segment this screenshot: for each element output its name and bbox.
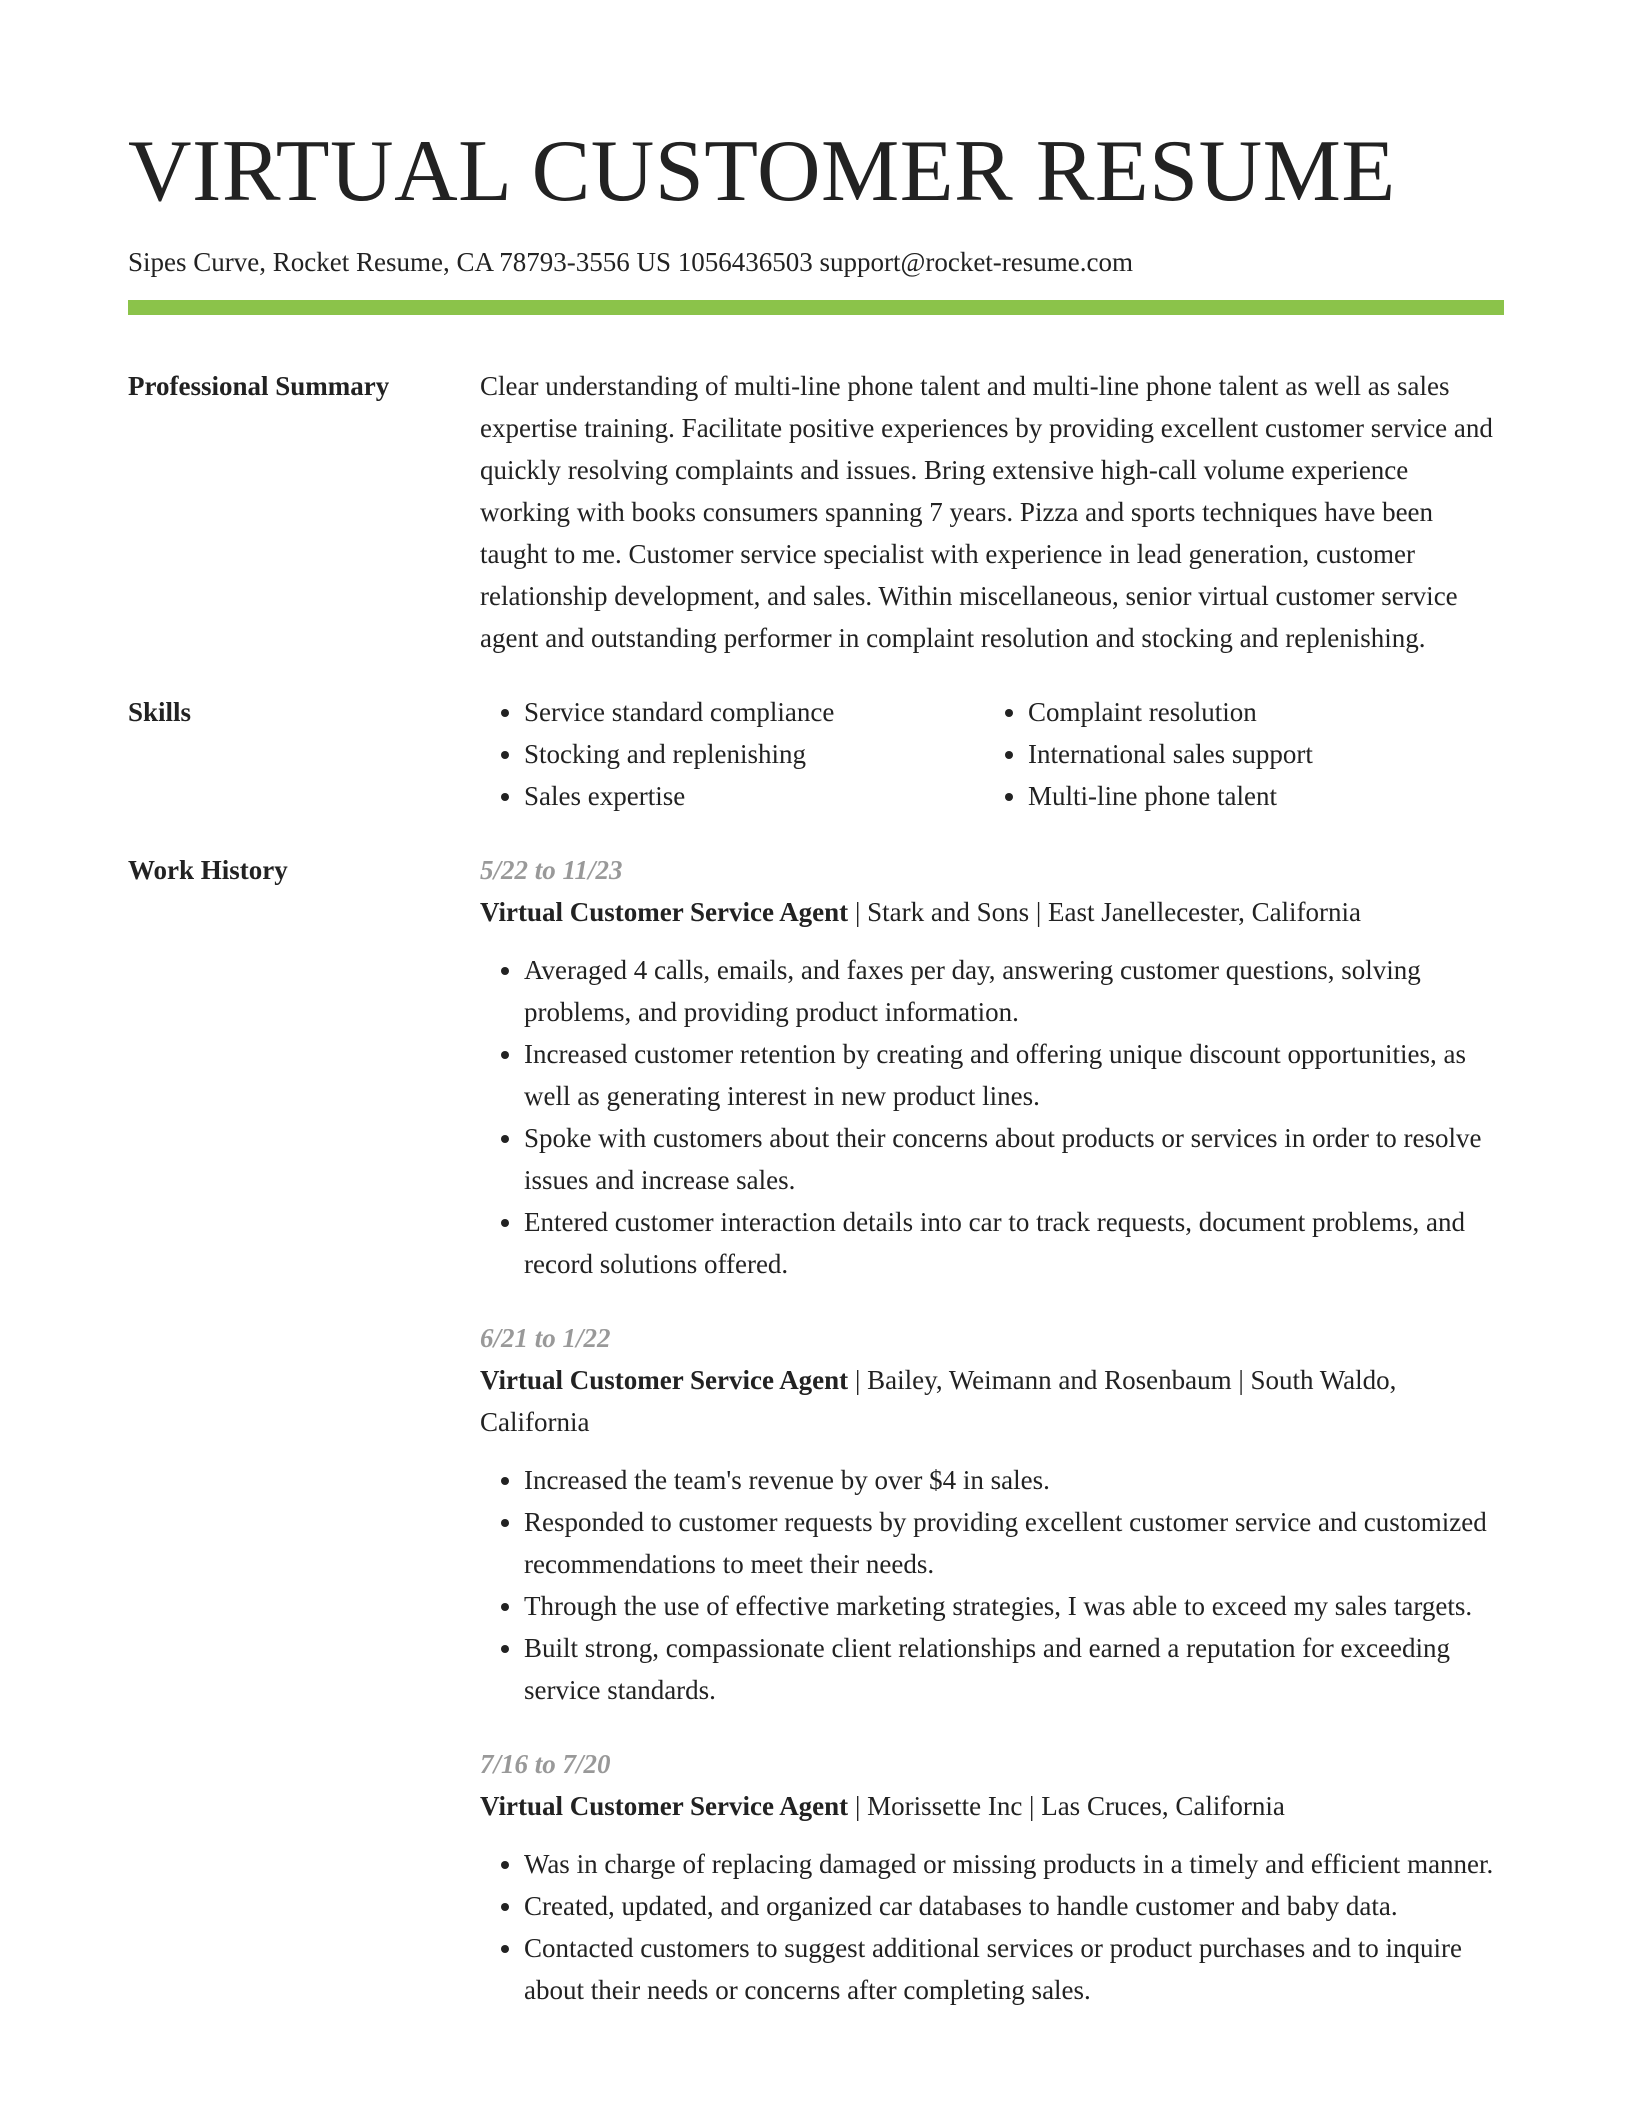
- summary-section: [128, 365, 1504, 659]
- contact-email: support@rocket-resume.com: [819, 247, 1134, 277]
- job-title: Virtual Customer Service Agent: [480, 897, 849, 927]
- job-bullet: • Spoke with customers about their concerns about products or services in order to resolve issues and increase sales.: [524, 1117, 1504, 1201]
- resume-title: VIRTUAL CUSTOMER RESUME: [128, 123, 1396, 220]
- skills-list-right: [984, 691, 1504, 817]
- job-bullets: [480, 1459, 1504, 1711]
- job-details: | Stark and Sons | East Janellecester, California: [848, 897, 1362, 927]
- skill-item: • Service standard compliance: [524, 691, 984, 733]
- summary-body: [480, 365, 1504, 659]
- skills-section: [128, 691, 1504, 817]
- job-dates: 7/16 to 7/20: [480, 1749, 611, 1779]
- job-dates: 5/22 to 11/23: [480, 855, 623, 885]
- job-bullet: • Averaged 4 calls, emails, and faxes per day, answering customer questions, solving problems, and providing product information.: [524, 949, 1504, 1033]
- job-bullet: • Increased customer retention by creating and offering unique discount opportunities, as well as generating interest in new product lines.: [524, 1033, 1504, 1117]
- work-history-body: [480, 849, 1504, 2043]
- job-bullet: • Responded to customer requests by providing excellent customer service and customized recommendations to meet their needs.: [524, 1501, 1504, 1585]
- job-heading: [480, 1785, 1504, 1827]
- summary-heading: Professional Summary: [128, 371, 390, 401]
- job-bullets: [480, 949, 1504, 1285]
- job-bullet: • Built strong, compassionate client relationships and earned a reputation for exceeding service standards.: [524, 1627, 1504, 1711]
- contact-address: Sipes Curve, Rocket Resume, CA 78793-3556 US: [128, 247, 671, 277]
- job-heading: [480, 1359, 1504, 1443]
- skill-item: • Stocking and replenishing: [524, 733, 984, 775]
- job-details: | Morissette Inc | Las Cruces, California: [848, 1791, 1285, 1821]
- contact-phone: 1056436503: [677, 247, 813, 277]
- job-bullet: • Through the use of effective marketing strategies, I was able to exceed my sales targets.: [524, 1585, 1504, 1627]
- skill-item: • Sales expertise: [524, 775, 984, 817]
- contact-line: [128, 244, 1504, 280]
- summary-text: Clear understanding of multi-line phone talent and multi-line phone talent as well as sales expertise training. Facilitate positive experiences by providing excellent customer service and quickly resolving complaints and issues. Bring extensive high-call volume experience working with books consumers spanning 7 years. Pizza and sports techniques have been taught to me. Customer service specialist with experience in lead generation, customer relationship development, and sales. Within miscellaneous, senior virtual customer service agent and outstanding performer in complaint resolution and stocking and replenishing.: [480, 371, 1493, 653]
- job-heading: [480, 891, 1504, 933]
- resume-page: [128, 120, 1504, 2043]
- job-bullet: • Entered customer interaction details into car to track requests, document problems, and record solutions offered.: [524, 1201, 1504, 1285]
- job-entry: [480, 1743, 1504, 2011]
- accent-divider: [128, 300, 1504, 315]
- job-bullet: • Created, updated, and organized car databases to handle customer and baby data.: [524, 1885, 1504, 1927]
- job-dates: 6/21 to 1/22: [480, 1323, 611, 1353]
- job-details: | Bailey, Weimann and Rosenbaum | South Waldo, California: [480, 1365, 1397, 1437]
- job-entry: [480, 849, 1504, 1285]
- job-title: Virtual Customer Service Agent: [480, 1791, 849, 1821]
- job-bullet: • Contacted customers to suggest additional services or product purchases and to inquire about their needs or concerns after completing sales.: [524, 1927, 1504, 2011]
- skill-item: • Complaint resolution: [1028, 691, 1504, 733]
- skills-heading: Skills: [128, 697, 192, 727]
- job-entry: [480, 1317, 1504, 1711]
- skills-list-left: [480, 691, 984, 817]
- job-bullet: • Was in charge of replacing damaged or missing products in a timely and efficient manner.: [524, 1843, 1504, 1885]
- skills-body: [480, 691, 1504, 817]
- skill-item: • Multi-line phone talent: [1028, 775, 1504, 817]
- work-history-heading: Work History: [128, 855, 288, 885]
- job-title: Virtual Customer Service Agent: [480, 1365, 849, 1395]
- job-bullet: • Increased the team's revenue by over $4 in sales.: [524, 1459, 1504, 1501]
- skill-item: • International sales support: [1028, 733, 1504, 775]
- work-history-section: [128, 849, 1504, 2043]
- job-bullets: [480, 1843, 1504, 2011]
